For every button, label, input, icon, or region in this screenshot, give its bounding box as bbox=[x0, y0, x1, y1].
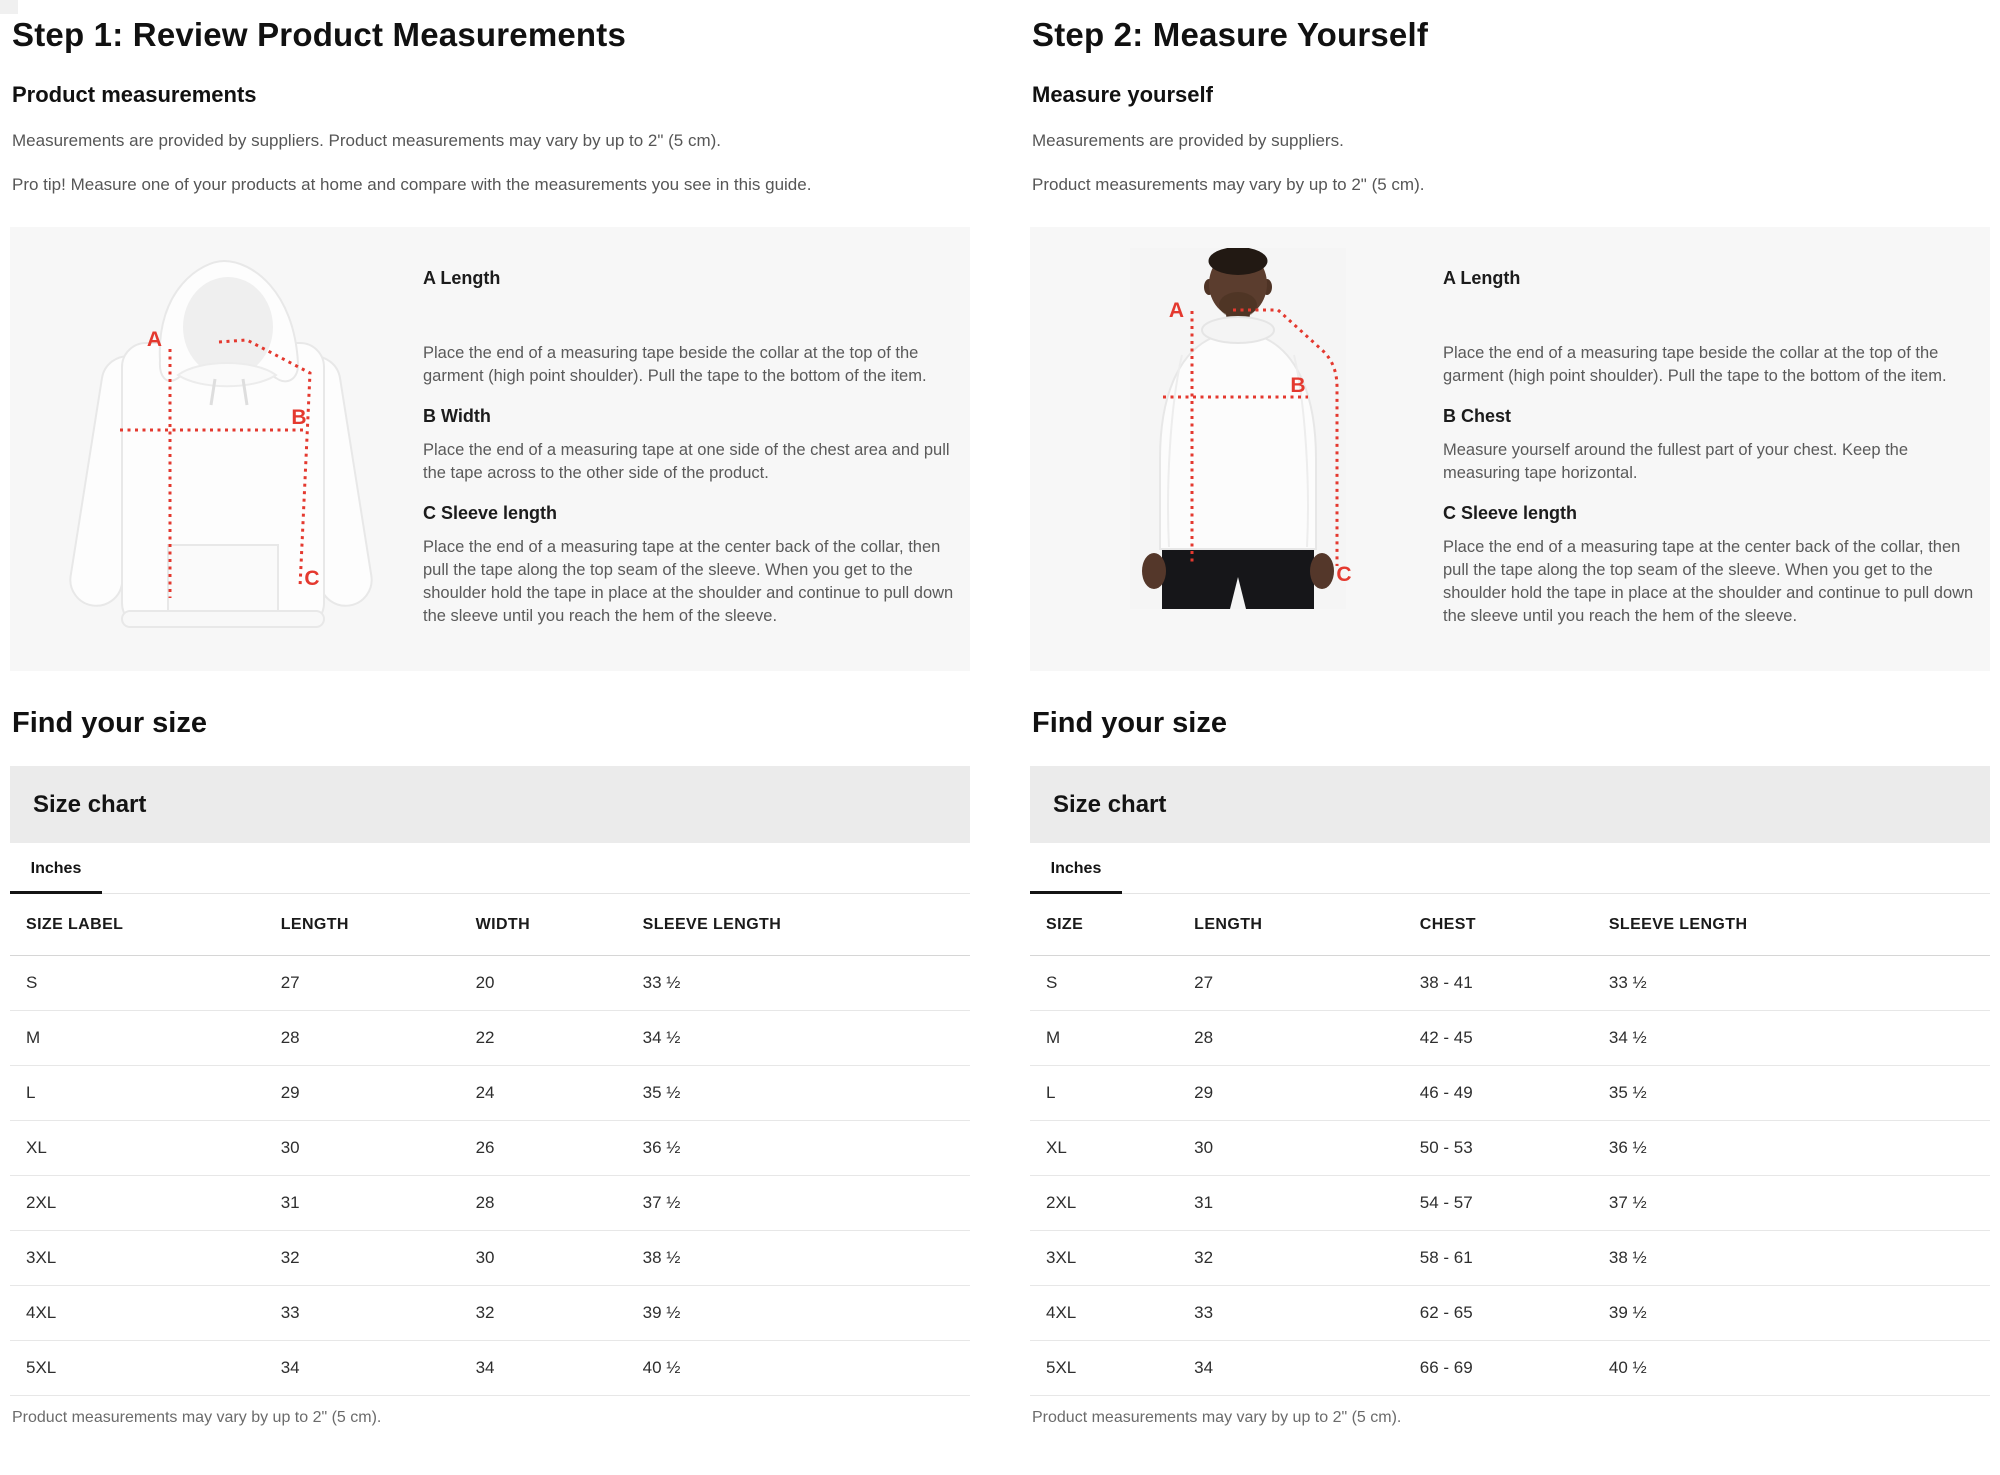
chest-cell: 38 - 41 bbox=[1420, 956, 1609, 1011]
size-cell: 2XL bbox=[1030, 1176, 1194, 1231]
step1-intro bbox=[10, 130, 970, 196]
measure-a-label: A Length bbox=[1443, 268, 1521, 289]
tab-inches[interactable]: Inches bbox=[1030, 843, 1122, 894]
step2-column bbox=[1030, 0, 1990, 1427]
size-chart-table bbox=[1030, 894, 1990, 1396]
sleeve-cell: 40 ½ bbox=[1609, 1341, 1990, 1396]
intro-line-1: Measurements are provided by suppliers. bbox=[1032, 131, 1344, 151]
size-cell: S bbox=[1030, 956, 1194, 1011]
length-cell: 28 bbox=[281, 1011, 476, 1066]
step2-intro bbox=[1030, 130, 1990, 196]
length-cell: 33 bbox=[281, 1286, 476, 1341]
chest-cell: 54 - 57 bbox=[1420, 1176, 1609, 1231]
size-cell: 2XL bbox=[10, 1176, 281, 1231]
label-b: B bbox=[1290, 374, 1306, 398]
width-cell: 26 bbox=[476, 1121, 643, 1176]
measure-c-desc: Place the end of a measuring tape at the center back of the collar, then pull the tape along the top seam of the sleeve. When you get to the shoulder hold the tape in place at the shoulder and continue to pull down the sleeve until you reach the hem of the sleeve. bbox=[1443, 538, 1974, 626]
measure-item-a bbox=[1443, 267, 1983, 388]
label-a: A bbox=[1168, 299, 1184, 323]
table-row bbox=[10, 1231, 970, 1286]
sleeve-cell: 33 ½ bbox=[1609, 956, 1990, 1011]
length-cell: 27 bbox=[281, 956, 476, 1011]
length-cell: 33 bbox=[1194, 1286, 1420, 1341]
size-cell: M bbox=[1030, 1011, 1194, 1066]
size-cell: 5XL bbox=[1030, 1341, 1194, 1396]
chest-cell: 46 - 49 bbox=[1420, 1066, 1609, 1121]
size-chart-header bbox=[1030, 766, 1990, 843]
measurement-descriptions bbox=[1443, 267, 1983, 628]
step2-title: Step 2: Measure Yourself bbox=[1032, 16, 1429, 53]
measure-item-a bbox=[423, 267, 963, 388]
size-chart-header bbox=[10, 766, 970, 843]
length-cell: 27 bbox=[1194, 956, 1420, 1011]
label-c: C bbox=[1336, 563, 1352, 587]
length-cell: 34 bbox=[1194, 1341, 1420, 1396]
sleeve-cell: 35 ½ bbox=[1609, 1066, 1990, 1121]
size-cell: XL bbox=[10, 1121, 281, 1176]
chest-cell: 62 - 65 bbox=[1420, 1286, 1609, 1341]
intro-line-1: Measurements are provided by suppliers. Product measurements may vary by up to 2" (5 cm). bbox=[12, 131, 721, 151]
measure-b-label: B Chest bbox=[1443, 406, 1512, 427]
table-row bbox=[1030, 1066, 1990, 1121]
product-measurements-heading: Product measurements bbox=[12, 82, 257, 108]
unit-tabs bbox=[10, 843, 970, 894]
table-header-row bbox=[1030, 894, 1990, 956]
width-cell: 32 bbox=[476, 1286, 643, 1341]
size-cell: 4XL bbox=[10, 1286, 281, 1341]
width-cell: 30 bbox=[476, 1231, 643, 1286]
length-cell: 30 bbox=[1194, 1121, 1420, 1176]
chest-cell: 58 - 61 bbox=[1420, 1231, 1609, 1286]
step1-column bbox=[10, 0, 970, 1427]
table-row bbox=[1030, 1011, 1990, 1066]
table-row bbox=[10, 956, 970, 1011]
length-cell: 29 bbox=[281, 1066, 476, 1121]
find-your-size-heading: Find your size bbox=[1032, 707, 1227, 740]
table-row bbox=[10, 1341, 970, 1396]
length-cell: 28 bbox=[1194, 1011, 1420, 1066]
size-cell: 3XL bbox=[10, 1231, 281, 1286]
length-cell: 31 bbox=[281, 1176, 476, 1231]
measurement-disclaimer: Product measurements may vary by up to 2" (5 cm). bbox=[1032, 1409, 1402, 1427]
col-header-size: SIZE bbox=[1030, 894, 1194, 956]
col-header-sleeve-length: SLEEVE LENGTH bbox=[643, 894, 970, 956]
measurement-disclaimer: Product measurements may vary by up to 2" (5 cm). bbox=[12, 1409, 382, 1427]
sleeve-cell: 39 ½ bbox=[643, 1286, 970, 1341]
label-c: C bbox=[304, 567, 320, 591]
col-header-length: LENGTH bbox=[281, 894, 476, 956]
table-row bbox=[10, 1066, 970, 1121]
width-cell: 20 bbox=[476, 956, 643, 1011]
chest-cell: 42 - 45 bbox=[1420, 1011, 1609, 1066]
length-cell: 32 bbox=[1194, 1231, 1420, 1286]
col-header-width: WIDTH bbox=[476, 894, 643, 956]
label-a: A bbox=[146, 328, 162, 352]
measure-item-c bbox=[1443, 502, 1983, 628]
sleeve-cell: 34 ½ bbox=[1609, 1011, 1990, 1066]
measure-c-label: C Sleeve length bbox=[1443, 503, 1578, 524]
size-chart-table bbox=[10, 894, 970, 1396]
unit-tabs bbox=[1030, 843, 1990, 894]
table-row bbox=[1030, 1121, 1990, 1176]
measure-yourself-heading: Measure yourself bbox=[1032, 82, 1213, 108]
table-row bbox=[10, 1176, 970, 1231]
table-row bbox=[10, 1121, 970, 1176]
sleeve-cell: 38 ½ bbox=[643, 1231, 970, 1286]
sleeve-cell: 40 ½ bbox=[643, 1341, 970, 1396]
sleeve-cell: 36 ½ bbox=[1609, 1121, 1990, 1176]
table-row bbox=[1030, 956, 1990, 1011]
measure-b-desc: Measure yourself around the fullest part of your chest. Keep the measuring tape horizontal. bbox=[1443, 441, 1909, 483]
measure-yourself-panel bbox=[1030, 227, 1990, 671]
measure-c-label: C Sleeve length bbox=[423, 503, 558, 524]
length-cell: 31 bbox=[1194, 1176, 1420, 1231]
measure-item-c bbox=[423, 502, 963, 628]
model-illustration bbox=[1130, 247, 1346, 609]
model-photo-diagram bbox=[1030, 227, 1430, 671]
find-your-size-heading: Find your size bbox=[12, 707, 207, 740]
chest-cell: 66 - 69 bbox=[1420, 1341, 1609, 1396]
chest-cell: 50 - 53 bbox=[1420, 1121, 1609, 1176]
sleeve-cell: 35 ½ bbox=[643, 1066, 970, 1121]
tab-inches[interactable]: Inches bbox=[10, 843, 102, 894]
length-cell: 30 bbox=[281, 1121, 476, 1176]
label-b: B bbox=[291, 406, 307, 430]
size-chart-title: Size chart bbox=[33, 790, 147, 818]
col-header-chest: CHEST bbox=[1420, 894, 1609, 956]
size-cell: 3XL bbox=[1030, 1231, 1194, 1286]
size-cell: 4XL bbox=[1030, 1286, 1194, 1341]
sleeve-cell: 34 ½ bbox=[643, 1011, 970, 1066]
table-row bbox=[1030, 1231, 1990, 1286]
hoodie-illustration bbox=[67, 261, 376, 627]
step1-title: Step 1: Review Product Measurements bbox=[12, 16, 627, 53]
size-cell: M bbox=[10, 1011, 281, 1066]
col-header-size-label: SIZE LABEL bbox=[10, 894, 281, 956]
measure-b-desc: Place the end of a measuring tape at one side of the chest area and pull the tape across to the other side of the product. bbox=[423, 441, 950, 483]
scroll-corner-artifact bbox=[0, 0, 18, 14]
measure-item-b bbox=[1443, 405, 1983, 485]
col-header-length: LENGTH bbox=[1194, 894, 1420, 956]
sleeve-cell: 37 ½ bbox=[1609, 1176, 1990, 1231]
intro-line-2: Pro tip! Measure one of your products at home and compare with the measurements you see in this guide. bbox=[12, 175, 812, 195]
sleeve-cell: 36 ½ bbox=[643, 1121, 970, 1176]
sleeve-cell: 33 ½ bbox=[643, 956, 970, 1011]
table-row bbox=[1030, 1176, 1990, 1231]
table-row bbox=[1030, 1286, 1990, 1341]
length-cell: 29 bbox=[1194, 1066, 1420, 1121]
size-cell: L bbox=[10, 1066, 281, 1121]
hoodie-diagram bbox=[10, 227, 410, 671]
table-header-row bbox=[10, 894, 970, 956]
width-cell: 22 bbox=[476, 1011, 643, 1066]
size-cell: XL bbox=[1030, 1121, 1194, 1176]
sleeve-cell: 38 ½ bbox=[1609, 1231, 1990, 1286]
size-cell: S bbox=[10, 956, 281, 1011]
width-cell: 34 bbox=[476, 1341, 643, 1396]
length-cell: 32 bbox=[281, 1231, 476, 1286]
measure-a-desc: Place the end of a measuring tape beside the collar at the top of the garment (high point shoulder). Pull the tape to the bottom of the item. bbox=[1443, 344, 1947, 386]
sleeve-cell: 37 ½ bbox=[643, 1176, 970, 1231]
table-row bbox=[10, 1286, 970, 1341]
measure-item-b bbox=[423, 405, 963, 485]
measurement-descriptions bbox=[423, 267, 963, 628]
length-cell: 34 bbox=[281, 1341, 476, 1396]
table-row bbox=[1030, 1341, 1990, 1396]
measure-b-label: B Width bbox=[423, 406, 491, 427]
width-cell: 24 bbox=[476, 1066, 643, 1121]
measure-a-desc: Place the end of a measuring tape beside the collar at the top of the garment (high point shoulder). Pull the tape to the bottom of the item. bbox=[423, 344, 927, 386]
col-header-sleeve-length: SLEEVE LENGTH bbox=[1609, 894, 1990, 956]
product-measurement-panel bbox=[10, 227, 970, 671]
size-cell: 5XL bbox=[10, 1341, 281, 1396]
table-row bbox=[10, 1011, 970, 1066]
intro-line-2: Product measurements may vary by up to 2" (5 cm). bbox=[1032, 175, 1425, 195]
size-chart-title: Size chart bbox=[1053, 790, 1167, 818]
measure-c-desc: Place the end of a measuring tape at the center back of the collar, then pull the tape along the top seam of the sleeve. When you get to the shoulder hold the tape in place at the shoulder and continue to pull down the sleeve until you reach the hem of the sleeve. bbox=[423, 538, 954, 626]
size-cell: L bbox=[1030, 1066, 1194, 1121]
measure-a-label: A Length bbox=[423, 268, 501, 289]
width-cell: 28 bbox=[476, 1176, 643, 1231]
sleeve-cell: 39 ½ bbox=[1609, 1286, 1990, 1341]
